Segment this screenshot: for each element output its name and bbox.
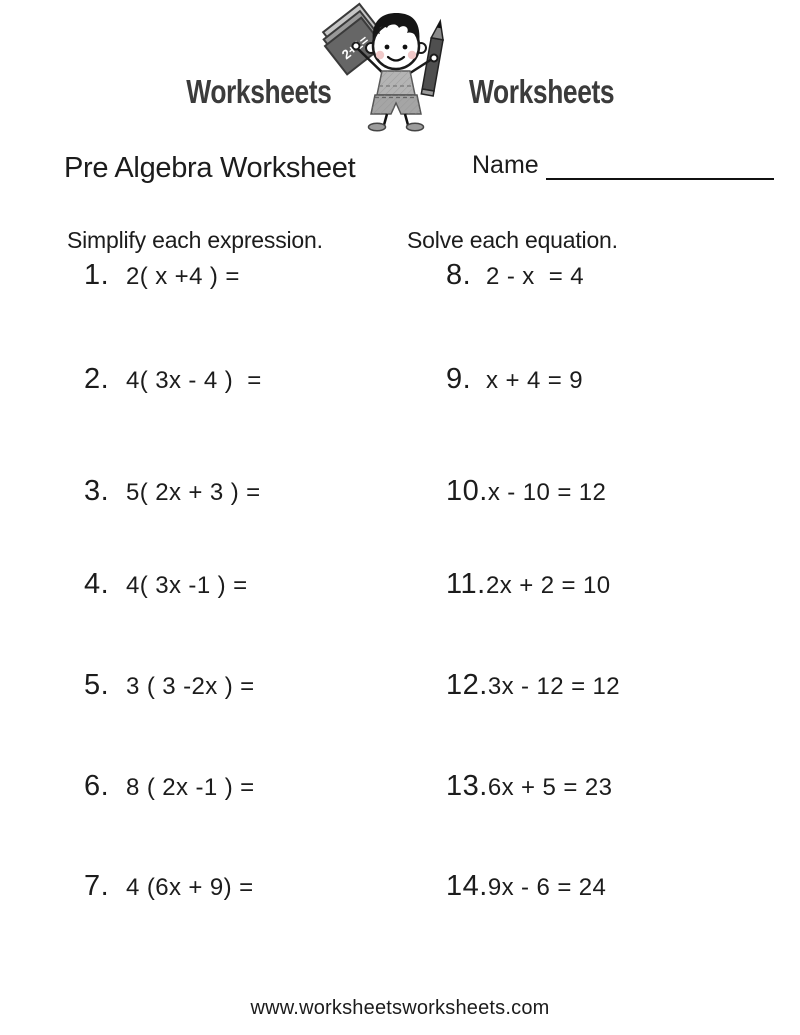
name-row <box>472 151 774 180</box>
page-title: Pre Algebra Worksheet <box>64 152 356 184</box>
problem-number: 4. <box>84 568 110 600</box>
footer-url: www.worksheetsworksheets.com <box>250 997 550 1019</box>
problem-number: 12. <box>446 669 488 701</box>
logo-word-right: Worksheets <box>469 73 615 110</box>
problem-text: 4( 3x - 4 ) = <box>126 367 262 394</box>
name-blank-line <box>546 153 774 180</box>
problem-row-13 <box>446 771 612 802</box>
problem-text: 2 - x = 4 <box>486 263 585 290</box>
problem-number: 14. <box>446 870 488 902</box>
problem-text: 4 (6x + 9) = <box>126 874 254 901</box>
problem-number: 13. <box>446 770 488 802</box>
problem-number: 9. <box>446 363 472 395</box>
mascot-boy-icon <box>315 2 485 137</box>
name-label: Name <box>472 151 539 179</box>
problem-number: 3. <box>84 475 110 507</box>
problem-row-10 <box>446 476 606 507</box>
problem-number: 1. <box>84 259 110 291</box>
problem-text: 4( 3x -1 ) = <box>126 572 248 599</box>
left-column-heading: Simplify each expression. <box>67 227 323 253</box>
problem-text: 5( 2x + 3 ) = <box>126 479 261 506</box>
problem-number: 10. <box>446 475 488 507</box>
problem-number: 6. <box>84 770 110 802</box>
problem-text: 6x + 5 = 23 <box>487 774 613 801</box>
solve-column <box>446 260 776 940</box>
problem-row-7 <box>84 871 254 902</box>
problem-row-1 <box>84 260 240 291</box>
problem-text: 8 ( 2x -1 ) = <box>126 774 255 801</box>
problem-text: x - 10 = 12 <box>487 479 607 506</box>
problem-number: 8. <box>446 259 472 291</box>
problem-number: 11. <box>446 568 486 600</box>
problem-row-11 <box>446 569 611 600</box>
problem-row-3 <box>84 476 261 507</box>
problem-row-6 <box>84 771 255 802</box>
problem-text: 3x - 12 = 12 <box>487 673 621 700</box>
problem-row-12 <box>446 670 620 701</box>
problem-text: 2( x +4 ) = <box>126 263 240 290</box>
problem-row-5 <box>84 670 255 701</box>
problem-row-14 <box>446 871 606 902</box>
problem-row-9 <box>446 364 583 395</box>
simplify-column <box>84 260 414 940</box>
logo <box>0 2 800 137</box>
problem-text: 9x - 6 = 24 <box>487 874 607 901</box>
problem-number: 2. <box>84 363 110 395</box>
problem-row-8 <box>446 260 584 291</box>
problem-number: 5. <box>84 669 110 701</box>
problem-text: x + 4 = 9 <box>486 367 583 394</box>
problem-number: 7. <box>84 870 110 902</box>
problem-row-2 <box>84 364 262 395</box>
problem-text: 3 ( 3 -2x ) = <box>126 673 255 700</box>
logo-word-left: Worksheets <box>185 73 331 110</box>
problem-row-4 <box>84 569 248 600</box>
right-column-heading: Solve each equation. <box>407 227 618 253</box>
problem-text: 2x + 2 = 10 <box>486 572 611 599</box>
